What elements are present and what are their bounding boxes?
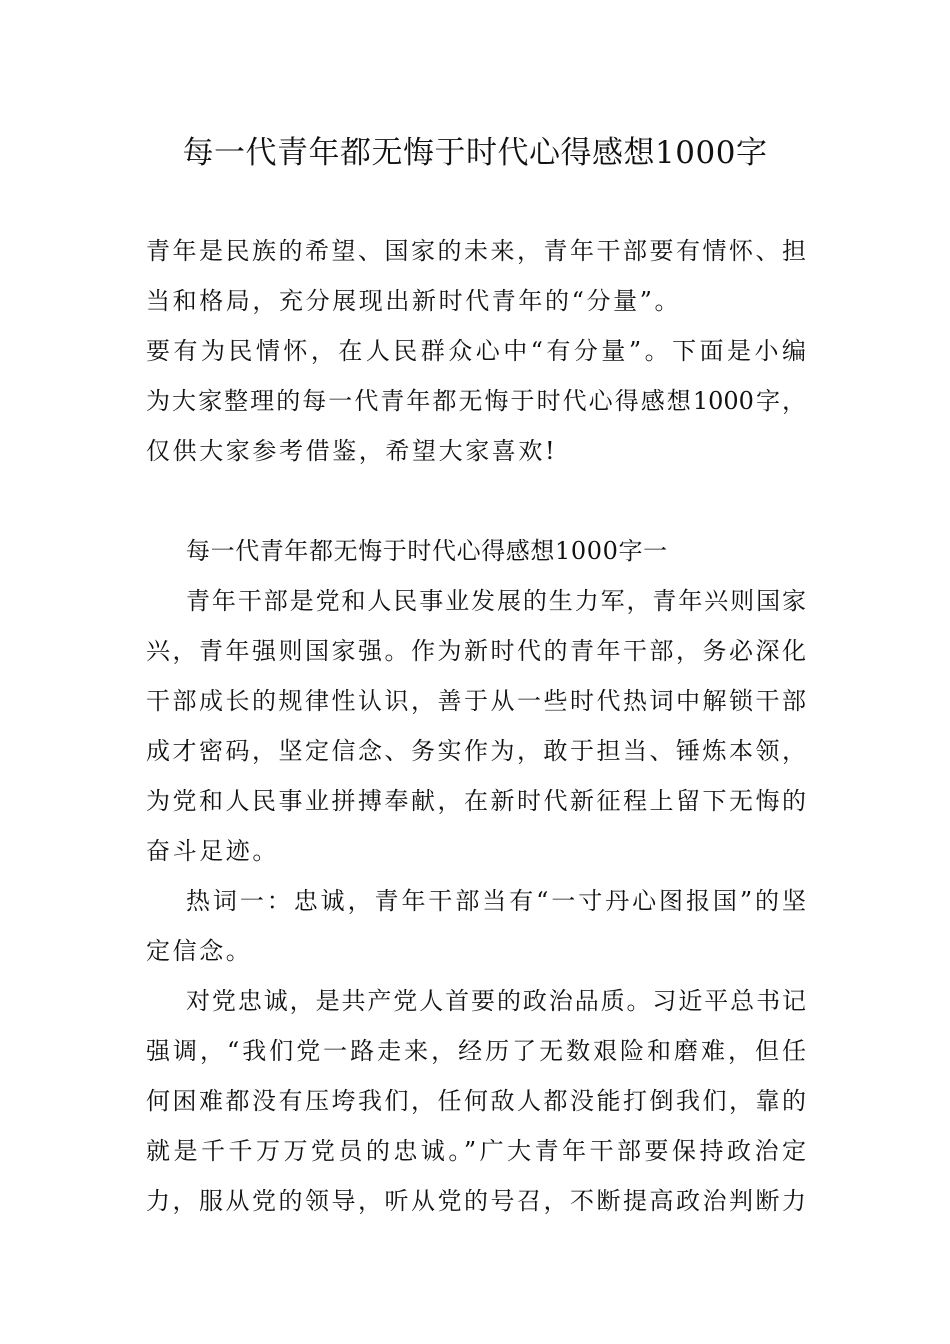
intro-line-4: 为大家整理的每一代青年都无悔于时代心得感想1000字， [146, 387, 806, 415]
intro-line-3: 要有为民情怀，在人民群众心中“有分量”。下面是小编 [146, 337, 806, 365]
intro-line-5: 仅供大家参考借鉴，希望大家喜欢! [146, 437, 558, 465]
paragraph1-line-4: 成才密码，坚定信念、务实作为，敢于担当、锤炼本领， [146, 737, 806, 765]
paragraph1-line-3: 干部成长的规律性认识，善于从一些时代热词中解锁干部 [146, 687, 806, 715]
hotword-line-1: 热词一：忠诚，青年干部当有“一寸丹心图报国”的坚 [186, 887, 806, 915]
paragraph1-line-6: 奋斗足迹。 [146, 837, 279, 865]
paragraph2-line-4: 就是千千万万党员的忠诚。”广大青年干部要保持政治定 [146, 1137, 806, 1165]
paragraph1-line-2: 兴，青年强则国家强。作为新时代的青年干部，务必深化 [146, 637, 806, 665]
hotword-line-2: 定信念。 [146, 937, 253, 965]
paragraph2-line-2: 强调，“我们党一路走来，经历了无数艰险和磨难，但任 [146, 1037, 806, 1065]
intro-line-2: 当和格局，充分展现出新时代青年的“分量”。 [146, 287, 682, 315]
paragraph2-line-3: 何困难都没有压垮我们，任何敌人都没能打倒我们，靠的 [146, 1087, 806, 1115]
intro-line-1: 青年是民族的希望、国家的未来，青年干部要有情怀、担 [146, 237, 806, 265]
section-heading: 每一代青年都无悔于时代心得感想1000字一 [186, 537, 668, 565]
paragraph2-line-5: 力，服从党的领导，听从党的号召，不断提高政治判断力 [146, 1187, 806, 1215]
paragraph2-line-1: 对党忠诚，是共产党人首要的政治品质。习近平总书记 [186, 987, 806, 1015]
document-title: 每一代青年都无悔于时代心得感想1000字 [182, 135, 768, 171]
paragraph1-line-5: 为党和人民事业拼搏奉献，在新时代新征程上留下无悔的 [146, 787, 806, 815]
paragraph1-line-1: 青年干部是党和人民事业发展的生力军，青年兴则国家 [186, 587, 806, 615]
